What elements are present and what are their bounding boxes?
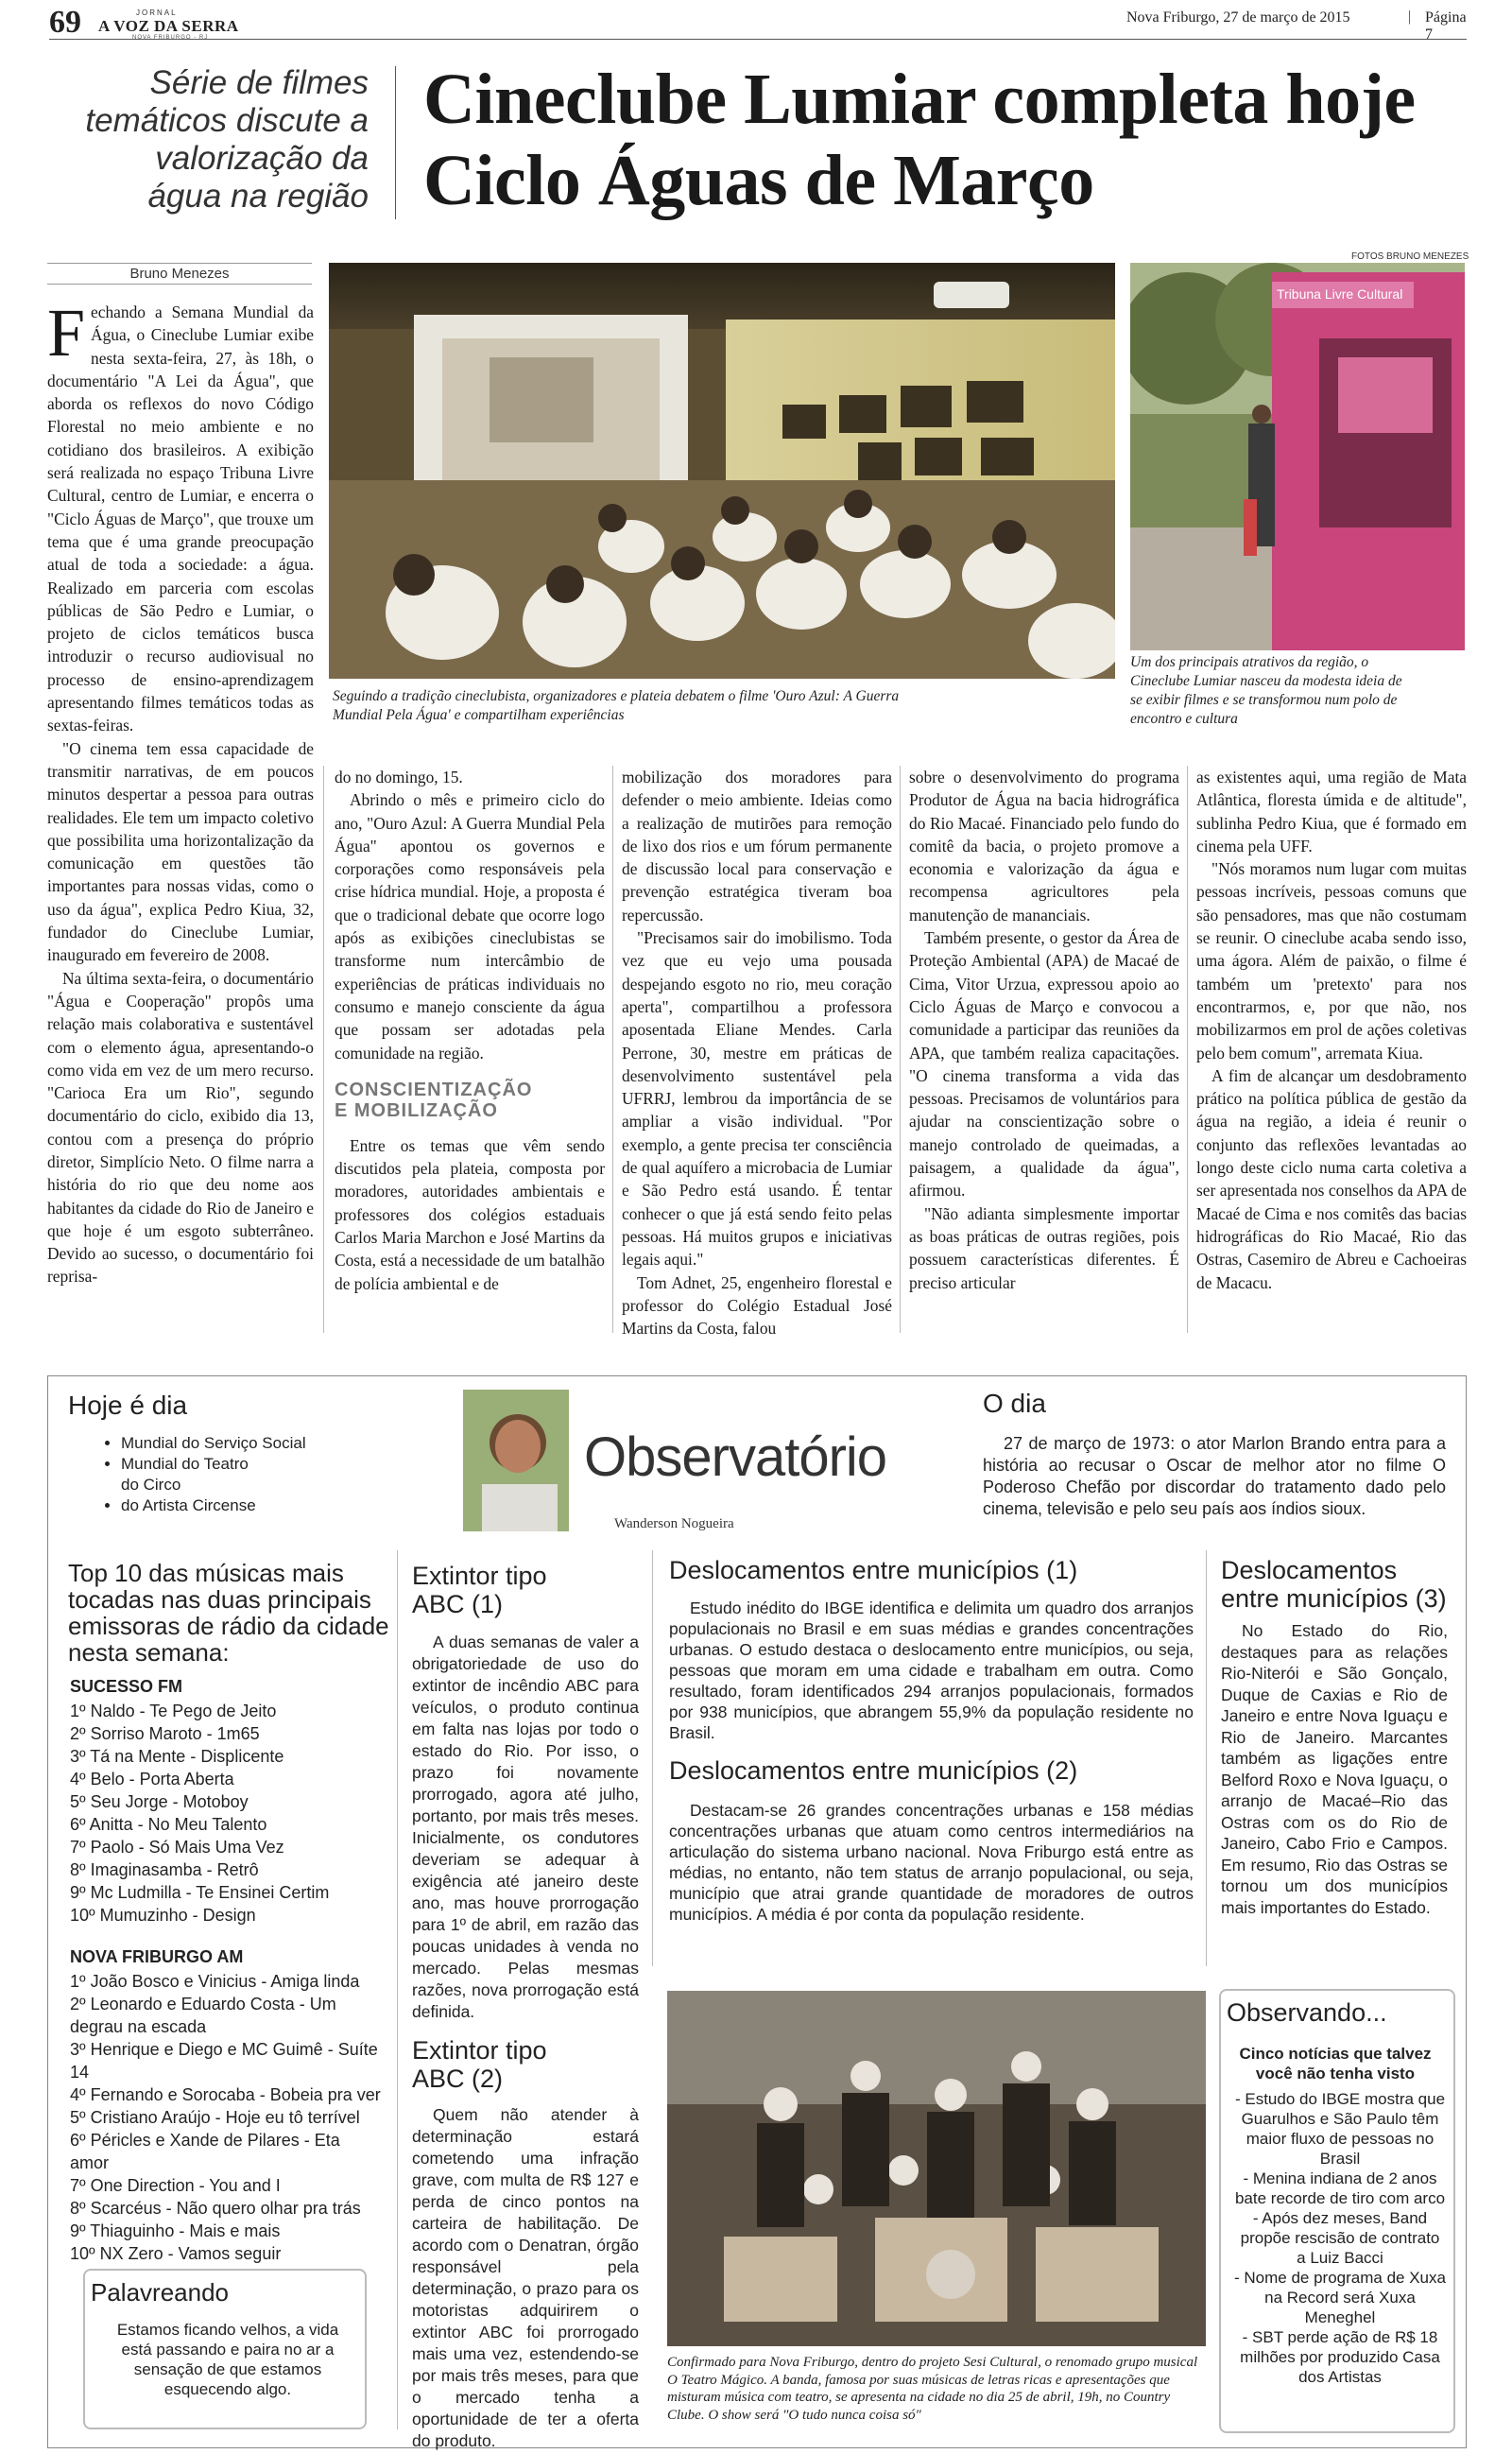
sucesso-heading: SUCESSO FM xyxy=(70,1677,183,1696)
observando-box xyxy=(1219,1989,1455,2433)
subhead: CONSCIENTIZAÇÃO E MOBILIZAÇÃO xyxy=(335,1079,533,1121)
logo-small: JORNAL xyxy=(136,9,178,17)
list-item: 1º Naldo - Te Pego de Jeito xyxy=(70,1702,277,1720)
extintor2-title: Extintor tipo ABC (2) xyxy=(412,2036,547,2093)
article-col-4 xyxy=(909,766,1179,1294)
list-item: 1º João Bosco e Vinicius - Amiga linda xyxy=(70,1972,360,1991)
list-item: 2º Leonardo e Eduardo Costa - Um degrau na escada xyxy=(70,1995,336,2036)
article-paragraph: as existentes aqui, uma região de Mata Atlântica, floresta úmida e de altitude", sublinha Pedro Kiua, que é formado em cinema pela UFF. xyxy=(1196,768,1467,855)
article-col-3 xyxy=(622,766,892,1339)
article-paragraph: Entre os temas que vêm sendo discutidos pela plateia, composta por moradores, autoridades ambientais e professores dos colégios estaduais Carlos Maria Marchon e José Martins da Costa, está a necessidade de um batalhão de polícia ambiental e de xyxy=(335,1135,605,1293)
desloc3-title: Deslocamentos entre municípios (3) xyxy=(1221,1556,1447,1613)
article-kicker: Série de filmes temáticos discute a valorização da água na região xyxy=(85,64,369,215)
desloc2-title: Deslocamentos entre municípios (2) xyxy=(669,1756,1078,1785)
desloc1-text: Estudo inédito do IBGE identifica e delimita um quadro dos arranjos populacionais no Brasil e em suas médias e grandes concentrações urbanas. O estudo destaca o deslocamento entre municípios, ou seja, pessoas que moram em uma cidade e trabalham em outra. Como resultado, foram identificados 294 arranjos populacionais, formados por 938 municípios, que abrangem 55,9% da população residente no Brasil. xyxy=(669,1599,1194,1742)
byline: Bruno Menezes xyxy=(47,263,312,285)
friburgo-heading: NOVA FRIBURGO AM xyxy=(70,1947,244,1966)
photo-credit: FOTOS BRUNO MENEZES xyxy=(1351,251,1469,262)
list-item: 3º Tá na Mente - Displicente xyxy=(70,1747,284,1766)
article-paragraph: "Nós moramos num lugar com muitas pessoas incríveis, pessoas comuns que são pensadores, mas que não costumam se reunir. O cineclube acaba sendo isso, uma ágora. Além de paixão, o filme é também um 'pretexto' para nos encontrarmos, e, por que não, nos mobilizarmos em prol de ações coletivas pelo bem comum", arremata Kiua. xyxy=(1196,859,1467,1063)
hoje-title: Hoje é dia xyxy=(68,1391,188,1420)
article-paragraph: Na última sexta-feira, o documentário "Água e Cooperação" propôs uma relação mais colaborativa e sustentável com o elemento água, apresentando-o como vida em vez de um mero recurso. "Carioca Era um Rio", segundo documentário do ciclo, exibido dia 13, contou com a presença do próprio diretor, Simplício Neto. O filme narra a história do rio que deu nome aos habitantes da cidade do Rio de Janeiro e que hoje é um esgoto subterrâneo. Devido ao sucesso, o documentário foi reprisa- xyxy=(47,968,314,1287)
observando-title: Observando... xyxy=(1227,1998,1387,2027)
article-paragraph: Abrindo o mês e primeiro ciclo do ano, "Ouro Azul: A Guerra Mundial Pela Água" apontou os governos e corporações como responsáveis pela crise hídrica mundial. Hoje, a proposta é que o tradicional debate que ocorre logo após as exibições cineclubistas se transforme num intercâmbio de experiências de práticas individuais no consumo e manejo consciente da água que possam ser adotadas pela comunidade na região. xyxy=(335,790,605,1063)
observando-list xyxy=(1234,2089,1446,2387)
palavreando-box xyxy=(83,2269,367,2429)
page-number: Página 7 xyxy=(1425,9,1467,43)
article-headline: Cineclube Lumiar completa hoje Ciclo Águas de Março xyxy=(423,60,1416,220)
logo-sub: NOVA FRIBURGO - RJ xyxy=(132,35,209,41)
article-paragraph: "O cinema tem essa capacidade de transmitir narrativas, de em poucos minutos despertar a pessoa para outras realidades. Ele tem um impacto coletivo que possibilita uma horizontalização da comunicação em questões tão importantes para nossas vidas, como o uso da água", explica Pedro Kiua, 32, fundador do Cineclube Lumiar, inaugurado em fevereiro de 2008. xyxy=(47,738,314,965)
header-separator: | xyxy=(1408,9,1412,25)
article-col-1 xyxy=(47,295,314,1288)
article-col-2 xyxy=(335,766,605,1295)
desloc1-title: Deslocamentos entre municípios (1) xyxy=(669,1556,1078,1584)
palavreando-title: Palavreando xyxy=(91,2278,229,2307)
article-paragraph: Também presente, o gestor da Área de Proteção Ambiental (APA) de Macaé de Cima, Vitor Urzua, expressou apoio ao Ciclo Águas de Março e convocou a comunidade a participar das reuniões da APA, que também realiza capacitações. "O cinema transforma a vida das pessoas. Precisamos de voluntários para ajudar na conscientização sobre o manejo controlado de queimadas, a paisagem, a qualidade da água", afirmou. xyxy=(909,928,1179,1201)
box-divider xyxy=(652,1550,653,1966)
article-col-5 xyxy=(1196,766,1467,1294)
col-divider xyxy=(323,766,324,1333)
list-item: • Mundial do Teatro xyxy=(121,1454,306,1475)
list-item: 7º Paolo - Só Mais Uma Vez xyxy=(70,1838,284,1857)
col-divider xyxy=(900,766,901,1333)
street-photo xyxy=(1130,263,1465,650)
desloc2-text: Destacam-se 26 grandes concentrações urbanas e 158 médias concentrações urbanas que atuam como centros intermediários na articulação do sistema urbano nacional. Nova Friburgo está entre as médias, no entanto, não tem status de arranjo populacional, ou seja, município que atrai grande quantidade de moradores de outros municípios. A média é por conta da população residente. xyxy=(669,1801,1194,1924)
extintor1-text: A duas semanas de valer a obrigatoriedade de uso do extintor de incêndio ABC para veículos, o produto continua em falta nas lojas por todo o estado do Rio. Por isso, o prazo foi novamente prorrogado, agora até julho, portanto, por mais três meses. Inicialmente, os condutores deveriam se adequar à exigência até janeiro deste ano, mas houve prorrogação para 1º de abril, em razão das poucas unidades à venda no mercado. Pelas mesmas razões, nova prorrogação está definida. xyxy=(412,1633,639,2021)
list-item: - SBT perde ação de R$ 18 milhões por produzido Casa dos Artistas xyxy=(1240,2328,1440,2386)
teatro-photo-caption: Confirmado para Nova Friburgo, dentro do projeto Sesi Cultural, o renomado grupo musical O Teatro Mágico. A banda, famosa por suas músicas de letras ricas e apresentações que misturam música com teatro, se apresenta na cidade no dia 25 de abril, 19h, no Country Clube. O show será "O tudo nunca coisa só" xyxy=(667,2355,1198,2423)
list-item: 8º Imaginasamba - Retrô xyxy=(70,1860,259,1879)
list-item: 6º Péricles e Xande de Pilares - Eta amor xyxy=(70,2131,340,2172)
top10-title: Top 10 das músicas mais tocadas nas duas principais emissoras de rádio da cidade nesta semana: xyxy=(68,1559,389,1667)
main-photo-caption: Seguindo a tradição cineclubista, organizadores e plateia debatem o filme 'Ouro Azul: A Guerra Mundial Pela Água' e compartilham experiências xyxy=(333,688,900,723)
list-item: 9º Thiaguinho - Mais e mais xyxy=(70,2221,281,2240)
article-paragraph: "Precisamos sair do imobilismo. Toda vez que eu vejo uma pousada despejando esgoto no rio, meu coração aperta", compartilhou a professora aposentada Eliane Mendes. Carla Perrone, 30, mestre em práticas de desenvolvimento sustentável pela UFRRJ, lembrou da importância de se ampliar a visão individual. "Por exemplo, a gente precisa ter consciência de qual aquífero a microbacia de Lumiar e São Pedro está usando. É tentar conhecer o que já está sendo feito pelas pessoas. Há muitos grupos e iniciativas legais aqui." xyxy=(622,928,892,1270)
logo-icon xyxy=(49,8,85,38)
odia-title: O dia xyxy=(983,1389,1046,1418)
list-item: do Circo xyxy=(121,1476,181,1494)
article-paragraph: sobre o desenvolvimento do programa Produtor de Água na bacia hidrográfica do Rio Macaé. Financiado pelo fundo do comitê da bacia, o projeto promove a economia e valorização da água e recompensa agricultores pela manutenção de mananciais. xyxy=(909,768,1179,925)
article-paragraph: Tom Adnet, 25, engenheiro florestal e professor do Colégio Estadual José Martins da Costa, falou xyxy=(622,1272,892,1339)
col-divider xyxy=(612,766,613,1333)
palavreando-text: Estamos ficando velhos, a vida está passando e paira no ar a sensação de que estamos esquecendo algo. xyxy=(116,2321,339,2398)
logo-name: A VOZ DA SERRA xyxy=(98,17,239,35)
odia-text: 27 de março de 1973: o ator Marlon Brando entra para a história ao recusar o Oscar de melhor ator no filme O Poderoso Chefão por discordar do tratamento dado pelo cinema, televisão e pelo seu país aos índios sioux. xyxy=(983,1434,1446,1518)
col-divider xyxy=(1187,766,1188,1333)
list-item: • do Artista Circense xyxy=(121,1495,306,1516)
article-paragraph: do no domingo, 15. xyxy=(335,768,463,786)
column-author: Wanderson Nogueira xyxy=(614,1516,734,1531)
radio-lists xyxy=(70,1675,382,2265)
tribuna-sign: Tribuna Livre Cultural xyxy=(1277,286,1403,302)
dropcap: F xyxy=(47,295,86,371)
list-item: 10º Mumuzinho - Design xyxy=(70,1906,256,1925)
list-item: - Após dez meses, Band propõe rescisão de contrato a Luiz Bacci xyxy=(1240,2209,1440,2267)
article-paragraph: echando a Semana Mundial da Água, o Cineclube Lumiar exibe nesta sexta-feira, 27, às 18h, o documentário "A Lei da Água", que aborda os reflexos do novo Código Florestal no meio ambiente e no cotidiano dos brasileiros. A exibição será realizada no espaço Tribuna Livre Cultural, centro de Lumiar, e encerra o "Ciclo Águas de Março", que trouxe um tema que é uma grande preocupação atual de toda a sociedade: a água. Realizado em parceria com escolas públicas de São Pedro e Lumiar, o projeto de ciclos temáticos busca introduzir o recurso audiovisual no processo de ensino-aprendizagem apresentando filmes temáticos todas as sextas-feiras. xyxy=(47,302,314,735)
issue-date: Nova Friburgo, 27 de março de 2015 xyxy=(1126,9,1350,26)
box-divider xyxy=(397,1550,398,2429)
teatro-magico-photo xyxy=(667,1991,1206,2346)
list-item: - Estudo do IBGE mostra que Guarulhos e São Paulo têm maior fluxo de pessoas no Brasil xyxy=(1234,2090,1446,2168)
article-paragraph: A fim de alcançar um desdobramento prático na política pública de gestão da água na região, a ideia é reunir o conjunto das reflexões levantadas ao longo deste ciclo numa carta coletiva a ser apresentada nos conselhos da APA de Macaé de Cima e nos comitês das bacias hidrográficas do Rio Macaé, Rio das Ostras, Casemiro de Abreu e Cachoeiras de Macacu. xyxy=(1196,1065,1467,1292)
list-item: 4º Fernando e Sorocaba - Bobeia pra ver xyxy=(70,2085,381,2104)
list-item: 3º Henrique e Diego e MC Guimê - Suíte 14 xyxy=(70,2040,378,2082)
list-item: 5º Seu Jorge - Motoboy xyxy=(70,1792,249,1811)
extintor2-text: Quem não atender à determinação estará cometendo uma infração grave, com multa de R$ 127 e perda de cinco pontos na carteira de habilitação. De acordo com o Denatran, órgão responsável pela determinação, o prazo para os motoristas adquirirem o extintor ABC foi prorrogado mais uma vez, estendendo-se por mais três meses, para que o mercado tenha a oportunidade de ter a oferta do produto. xyxy=(412,2105,639,2450)
kicker-divider xyxy=(395,66,396,219)
side-photo-caption: Um dos principais atrativos da região, o Cineclube Lumiar nasceu da modesta ideia de se exibir filmes e se transformou num polo de encontro e cultura xyxy=(1130,654,1402,727)
list-item: - Menina indiana de 2 anos bate recorde de tiro com arco xyxy=(1234,2169,1446,2207)
column-title: Observatório xyxy=(584,1426,887,1488)
list-item: 5º Cristiano Araújo - Hoje eu tô terrível xyxy=(70,2108,360,2127)
list-item: 8º Scarcéus - Não quero olhar pra trás xyxy=(70,2199,361,2218)
list-item: - Nome de programa de Xuxa na Record será Xuxa Meneghel xyxy=(1234,2269,1446,2326)
svg-text:69: 69 xyxy=(49,8,81,38)
extintor1-title: Extintor tipo ABC (1) xyxy=(412,1562,547,1618)
article-paragraph: "Não adianta simplesmente importar as boas práticas de outras regiões, pois possuem características diferentes. É preciso articular xyxy=(909,1203,1179,1292)
list-item: 7º One Direction - You and I xyxy=(70,2176,281,2195)
list-item: 6º Anitta - No Meu Talento xyxy=(70,1815,267,1834)
desloc3-text: No Estado do Rio, destaques para as relações Rio-Niterói e São Gonçalo, Duque de Caxias e Rio de Janeiro e entre Nova Iguaçu e Rio de Janeiro. Marcantes também as ligações entre Belford Roxo e Nova Iguaçu, o arranjo de Macaé–Rio das Ostras com os do Rio de Janeiro, Cabo Frio e Campos. Em resumo, Rio das Ostras se tornou um dos municípios mais importantes do Estado. xyxy=(1221,1621,1448,1917)
cineclube-photo xyxy=(329,263,1115,679)
hoje-list xyxy=(121,1433,306,1516)
list-item: 9º Mc Ludmilla - Te Ensinei Certim xyxy=(70,1883,330,1902)
author-avatar xyxy=(463,1390,569,1531)
list-item: 4º Belo - Porta Aberta xyxy=(70,1770,234,1789)
article-paragraph: mobilização dos moradores para defender o meio ambiente. Ideias como a realização de mutirões para remoção de lixo dos rios e um fórum permanente de discussão local para conservação e prevenção estratégica tiveram boa repercussão. xyxy=(622,768,892,925)
list-item: • Mundial do Serviço Social xyxy=(121,1433,306,1454)
observando-subtitle: Cinco notícias que talvez você não tenha visto xyxy=(1239,2045,1432,2082)
masthead xyxy=(49,8,1467,43)
list-item: 2º Sorriso Maroto - 1m65 xyxy=(70,1724,260,1743)
box-divider xyxy=(1206,1550,1207,1966)
list-item: 10º NX Zero - Vamos seguir xyxy=(70,2244,282,2263)
